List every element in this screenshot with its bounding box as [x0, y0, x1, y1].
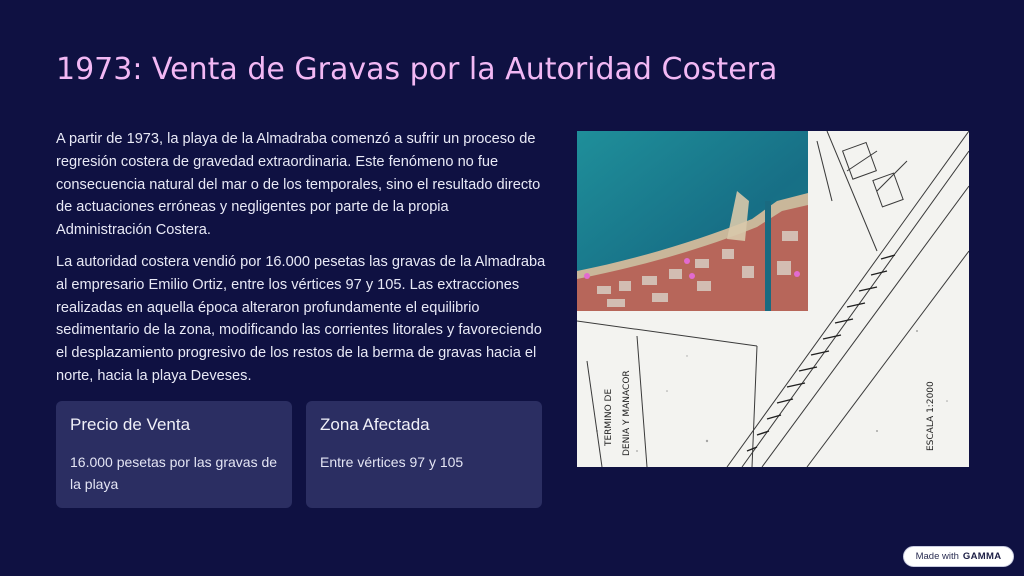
river-channel [765, 201, 771, 311]
paragraph-sale: La autoridad costera vendió por 16.000 pesetas las gravas de la Almadraba al empresario Emilio Ortiz, entre los vértices 97 y 105. Las extracciones realizadas en aquella época alteraron profundamente el equilibrio sedimentario de la zona, modificando las corrientes litorales y favoreciendo el desplazamiento progresivo de los restos de la berma de gravas hacia el norte, hacia la playa Deveses. [56, 253, 546, 384]
map-collage [577, 131, 969, 467]
card-text: 16.000 pesetas por las gravas de la playa [70, 454, 278, 492]
card-sale-price [56, 401, 292, 508]
card-affected-zone [306, 401, 542, 508]
made-with-gamma-badge[interactable] [903, 546, 1014, 567]
badge-prefix: Made with [915, 551, 959, 562]
body-text [56, 128, 546, 397]
paragraph-intro: A partir de 1973, la playa de la Almadraba comenzó a sufrir un proceso de regresión costera de gravedad extraordinaria. Este fenómeno no fue consecuencia natural del mar o de los temporales, sino el resultado directo de actuaciones erróneas y negligentes por parte de la propia Administración Costera. [56, 131, 541, 239]
card-title: Zona Afectada [320, 415, 430, 434]
satellite-photo-inset [577, 131, 808, 311]
page-title: 1973: Venta de Gravas por la Autoridad Costera [56, 52, 778, 87]
map-label-vertical-2: DENIA Y MANACOR [622, 370, 632, 456]
card-title: Precio de Venta [70, 415, 191, 434]
historic-map-image [577, 131, 969, 467]
gamma-logo: GAMMA [962, 551, 1002, 562]
map-label-scale: ESCALA 1:2000 [926, 381, 936, 451]
map-label-vertical-1: TERMINO DE [604, 388, 614, 446]
card-text: Entre vértices 97 y 105 [320, 454, 464, 470]
